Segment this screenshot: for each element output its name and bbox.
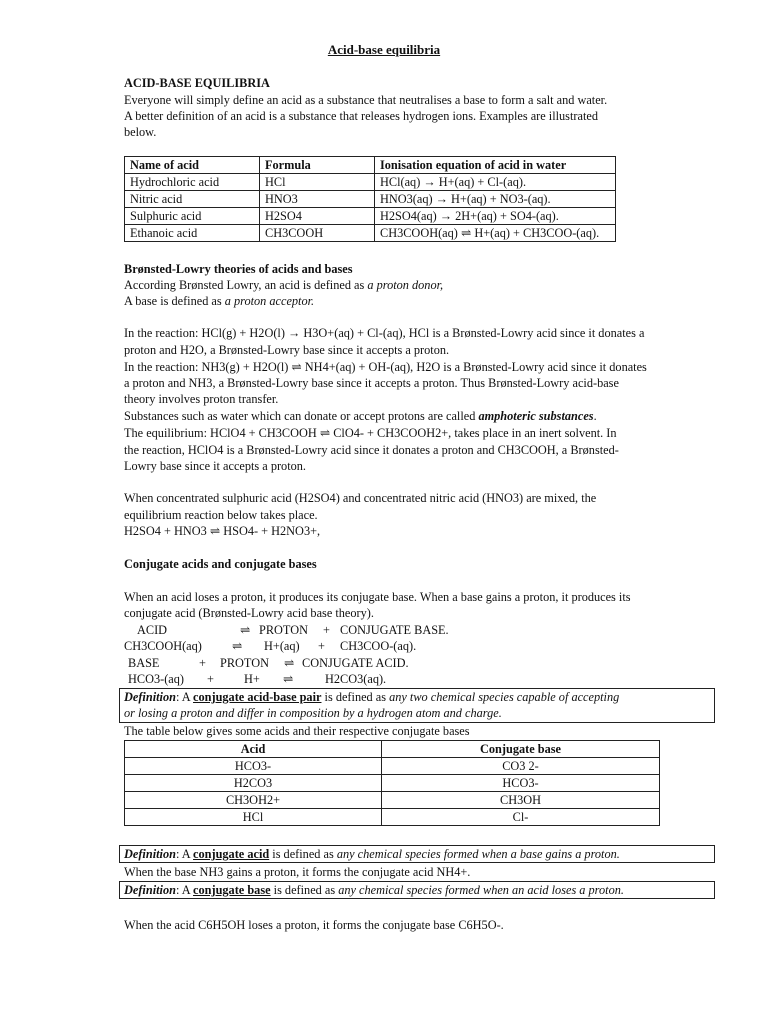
acid-cell: HCO3- <box>125 758 382 775</box>
intro-line-3: below. <box>124 125 157 139</box>
acid-formula-cell: HCl <box>260 174 375 191</box>
definition-box-acid-base-pair <box>119 688 715 723</box>
column-header-acid: Acid <box>125 741 382 758</box>
text-span: is defined as <box>324 690 387 704</box>
scheme-plus: + <box>323 623 330 637</box>
text-span: is defined as <box>273 883 336 897</box>
table-row <box>125 792 660 809</box>
scheme-base: BASE <box>128 656 160 670</box>
acid-name-cell: Hydrochloric acid <box>125 174 260 191</box>
definition-term: conjugate acid <box>193 847 270 861</box>
acid-equation-cell: CH3COOH(aq) ⇌ H+(aq) + CH3COO-(aq). <box>375 225 616 242</box>
definition-label: Definition <box>124 847 176 861</box>
text-span: According Brønsted Lowry, an acid is defined as <box>124 278 365 292</box>
conjugate-para-line-2: conjugate acid (Brønsted-Lowry acid base theory). <box>124 606 374 620</box>
table-row <box>125 775 660 792</box>
emphasis-amphoteric: amphoteric substances <box>478 409 594 423</box>
text-span: : A <box>175 883 190 897</box>
period: . <box>593 409 597 423</box>
table-row <box>125 758 660 775</box>
table-row <box>125 174 616 191</box>
example-arrow: ⇌ <box>283 672 294 686</box>
table-row <box>125 809 660 826</box>
scheme-arrow: ⇌ <box>284 656 295 670</box>
definition-box-conjugate-base <box>119 881 715 899</box>
text-span: : A <box>175 847 190 861</box>
acid-formula-cell: HNO3 <box>260 191 375 208</box>
text-span: is defined as <box>272 847 334 861</box>
definition-label: Definition <box>124 690 176 704</box>
acid-name-cell: Sulphuric acid <box>125 208 260 225</box>
example-hco3: HCO3-(aq) <box>128 672 185 686</box>
amphoteric-line <box>124 408 597 424</box>
acid-formula-cell: CH3COOH <box>260 225 375 242</box>
scheme-proton: PROTON <box>259 623 308 637</box>
example-hplus: H+ <box>244 672 260 686</box>
scheme-plus: + <box>199 656 206 670</box>
column-header-name: Name of acid <box>125 157 260 174</box>
column-header-equation: Ionisation equation of acid in water <box>375 157 616 174</box>
table-row <box>125 225 616 242</box>
page-title: Acid-base equilibria <box>327 42 441 57</box>
definition-text: any two chemical species capable of accepting <box>389 690 620 704</box>
example-proton: H+(aq) <box>264 639 300 653</box>
scheme-conjugate-base: CONJUGATE BASE. <box>340 623 449 637</box>
definition-pair-line-2: or losing a proton and differ in composition by a hydrogen atom and charge. <box>124 706 502 720</box>
definition-text: any chemical species formed when an acid loses a proton. <box>338 883 624 897</box>
scheme-arrow: ⇌ <box>240 623 251 637</box>
example-ethanoate: CH3COO-(aq). <box>340 639 417 653</box>
text-span: Substances such as water which can donate or accept protons are called <box>124 409 476 423</box>
acid-equation-cell: HCl(aq) → H+(aq) + Cl-(aq). <box>375 174 616 191</box>
base-cell: CH3OH <box>382 792 660 809</box>
section-heading-bronsted: Brønsted-Lowry theories of acids and bases <box>124 262 353 276</box>
text-span: : A <box>175 690 190 704</box>
phenol-conjugate-line: When the acid C6H5OH loses a proton, it forms the conjugate base C6H5O-. <box>124 918 504 932</box>
acid-definition-line <box>124 277 443 293</box>
acid-equation-cell: HNO3(aq) → H+(aq) + NO3-(aq). <box>375 191 616 208</box>
scheme-acid: ACID <box>137 623 168 637</box>
definition-term: conjugate acid-base pair <box>193 690 322 704</box>
acid-cell: CH3OH2+ <box>125 792 382 809</box>
definition-pair-line-1 <box>124 689 710 705</box>
intro-line-1: Everyone will simply define an acid as a substance that neutralises a base to form a salt and water. <box>124 93 608 107</box>
acid-equation-cell: H2SO4(aq) → 2H+(aq) + SO4-(aq). <box>375 208 616 225</box>
hcl-reaction-line-2: proton and H2O, a Brønsted-Lowry base since it accepts a proton. <box>124 343 450 357</box>
hclo4-line-1: The equilibrium: HClO4 + CH3COOH ⇌ ClO4- + CH3COOH2+, takes place in an inert solvent. In <box>124 426 617 440</box>
section-heading-acid-base: ACID-BASE EQUILIBRIA <box>124 76 270 90</box>
scheme-conjugate-acid: CONJUGATE ACID. <box>302 656 409 670</box>
hclo4-line-2: the reaction, HClO4 is a Brønsted-Lowry acid since it donates a proton and CH3COOH, a Brønsted- <box>124 443 619 457</box>
emphasis-proton-acceptor: a proton acceptor. <box>224 294 315 308</box>
base-cell: CO3 2- <box>382 758 660 775</box>
definition-text: any chemical species formed when a base gains a proton. <box>336 847 620 861</box>
nh3-reaction-line-2: a proton and NH3, a Brønsted-Lowry base since it accepts a proton. Thus Brønsted-Lowry acid-base <box>124 376 619 390</box>
text-span: A base is defined as <box>124 294 222 308</box>
scheme-proton: PROTON <box>220 656 269 670</box>
hcl-reaction-line-1: In the reaction: HCl(g) + H2O(l) → H3O+(aq) + Cl-(aq), HCl is a Brønsted-Lowry acid since it donates a <box>124 326 645 340</box>
hclo4-line-3: Lowry base since it accepts a proton. <box>124 459 306 473</box>
column-header-conjugate-base: Conjugate base <box>382 741 660 758</box>
base-cell: HCO3- <box>382 775 660 792</box>
definition-box-conjugate-acid <box>119 845 715 863</box>
intro-line-2: A better definition of an acid is a substance that releases hydrogen ions. Examples are illustrated <box>124 109 598 123</box>
section-heading-conjugate: Conjugate acids and conjugate bases <box>124 557 317 571</box>
conjugate-para-line-1: When an acid loses a proton, it produces its conjugate base. When a base gains a proton, it produces its <box>124 590 631 604</box>
acid-name-cell: Nitric acid <box>125 191 260 208</box>
acid-ionisation-table <box>124 156 616 242</box>
base-cell: Cl- <box>382 809 660 826</box>
conjugate-pair-table <box>124 740 660 826</box>
acid-name-cell: Ethanoic acid <box>125 225 260 242</box>
acid-cell: H2CO3 <box>125 775 382 792</box>
definition-label: Definition <box>124 883 176 897</box>
mix-line-1: When concentrated sulphuric acid (H2SO4) and concentrated nitric acid (HNO3) are mixed, the <box>124 491 597 505</box>
example-arrow: ⇌ <box>232 639 243 653</box>
mix-equation: H2SO4 + HNO3 ⇌ HSO4- + H2NO3+, <box>124 524 321 538</box>
pair-table-intro: The table below gives some acids and their respective conjugate bases <box>124 724 470 738</box>
nh3-reaction-line-1: In the reaction: NH3(g) + H2O(l) ⇌ NH4+(aq) + OH-(aq), H2O is a Brønsted-Lowry acid since it donates <box>124 360 647 374</box>
nh3-reaction-line-3: theory involves proton transfer. <box>124 392 279 406</box>
nh3-conjugate-line: When the base NH3 gains a proton, it forms the conjugate acid NH4+. <box>124 865 471 879</box>
mix-line-2: equilibrium reaction below takes place. <box>124 508 318 522</box>
definition-term: conjugate base <box>193 883 271 897</box>
table-row <box>125 208 616 225</box>
example-plus: + <box>318 639 325 653</box>
example-plus: + <box>207 672 214 686</box>
base-definition-line <box>124 293 314 309</box>
emphasis-proton-donor: a proton donor, <box>367 278 444 292</box>
table-row <box>125 191 616 208</box>
example-h2co3: H2CO3(aq). <box>325 672 387 686</box>
example-ethanoic: CH3COOH(aq) <box>124 639 202 653</box>
acid-formula-cell: H2SO4 <box>260 208 375 225</box>
column-header-formula: Formula <box>260 157 375 174</box>
acid-cell: HCl <box>125 809 382 826</box>
